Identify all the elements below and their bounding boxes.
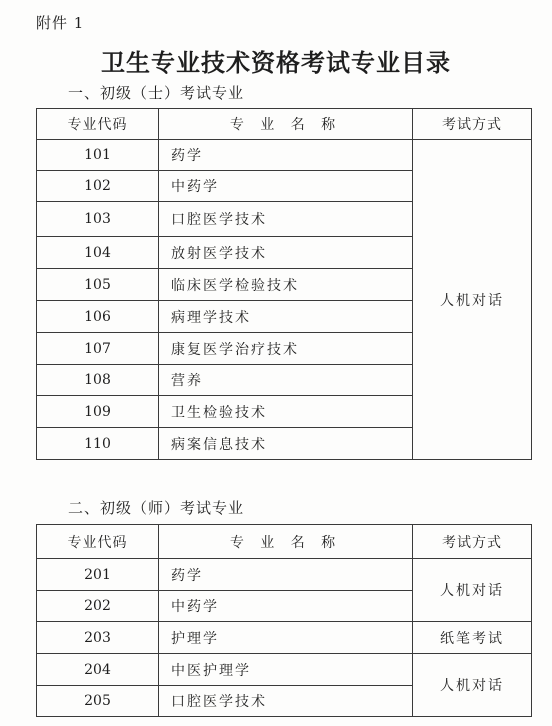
row-name: 护理学 (159, 622, 413, 654)
header-name: 专 业 名 称 (159, 525, 413, 559)
table-row (37, 559, 532, 591)
exam-table-junior-shi-2 (36, 524, 532, 717)
header-code: 专业代码 (37, 525, 159, 559)
row-method: 人机对话 (413, 140, 532, 460)
row-code: 201 (37, 559, 159, 591)
row-name: 营养 (159, 365, 413, 396)
header-method: 考试方式 (413, 525, 532, 559)
table-header-row (37, 525, 532, 559)
exam-table-junior-shi (36, 108, 532, 460)
table-row (37, 654, 532, 686)
row-name: 临床医学检验技术 (159, 269, 413, 301)
attachment-label: 附件 1 (36, 14, 85, 32)
row-name: 病理学技术 (159, 301, 413, 333)
row-name: 病案信息技术 (159, 428, 413, 460)
row-name: 药学 (159, 559, 413, 591)
row-name: 卫生检验技术 (159, 396, 413, 428)
row-code: 108 (37, 365, 159, 396)
row-name: 口腔医学技术 (159, 202, 413, 237)
row-code: 204 (37, 654, 159, 686)
row-code: 101 (37, 140, 159, 171)
table-header-row (37, 109, 532, 140)
row-code: 107 (37, 333, 159, 365)
row-code: 203 (37, 622, 159, 654)
row-code: 104 (37, 237, 159, 269)
row-code: 106 (37, 301, 159, 333)
section-heading-junior-shi-2: 二、初级（师）考试专业 (68, 499, 245, 517)
section-heading-junior-shi: 一、初级（士）考试专业 (68, 84, 245, 102)
row-name: 口腔医学技术 (159, 686, 413, 717)
header-code: 专业代码 (37, 109, 159, 140)
row-name: 康复医学治疗技术 (159, 333, 413, 365)
row-code: 103 (37, 202, 159, 237)
row-name: 中药学 (159, 171, 413, 202)
row-code: 205 (37, 686, 159, 717)
row-name: 中医护理学 (159, 654, 413, 686)
row-method: 人机对话 (413, 654, 532, 717)
table-row (37, 622, 532, 654)
table-row (37, 140, 532, 171)
row-name: 药学 (159, 140, 413, 171)
row-name: 放射医学技术 (159, 237, 413, 269)
row-name: 中药学 (159, 591, 413, 622)
document-title: 卫生专业技术资格考试专业目录 (101, 48, 451, 77)
header-method: 考试方式 (413, 109, 532, 140)
row-method: 人机对话 (413, 559, 532, 622)
row-code: 105 (37, 269, 159, 301)
row-code: 109 (37, 396, 159, 428)
row-method: 纸笔考试 (413, 622, 532, 654)
row-code: 110 (37, 428, 159, 460)
header-name: 专 业 名 称 (159, 109, 413, 140)
row-code: 202 (37, 591, 159, 622)
row-code: 102 (37, 171, 159, 202)
